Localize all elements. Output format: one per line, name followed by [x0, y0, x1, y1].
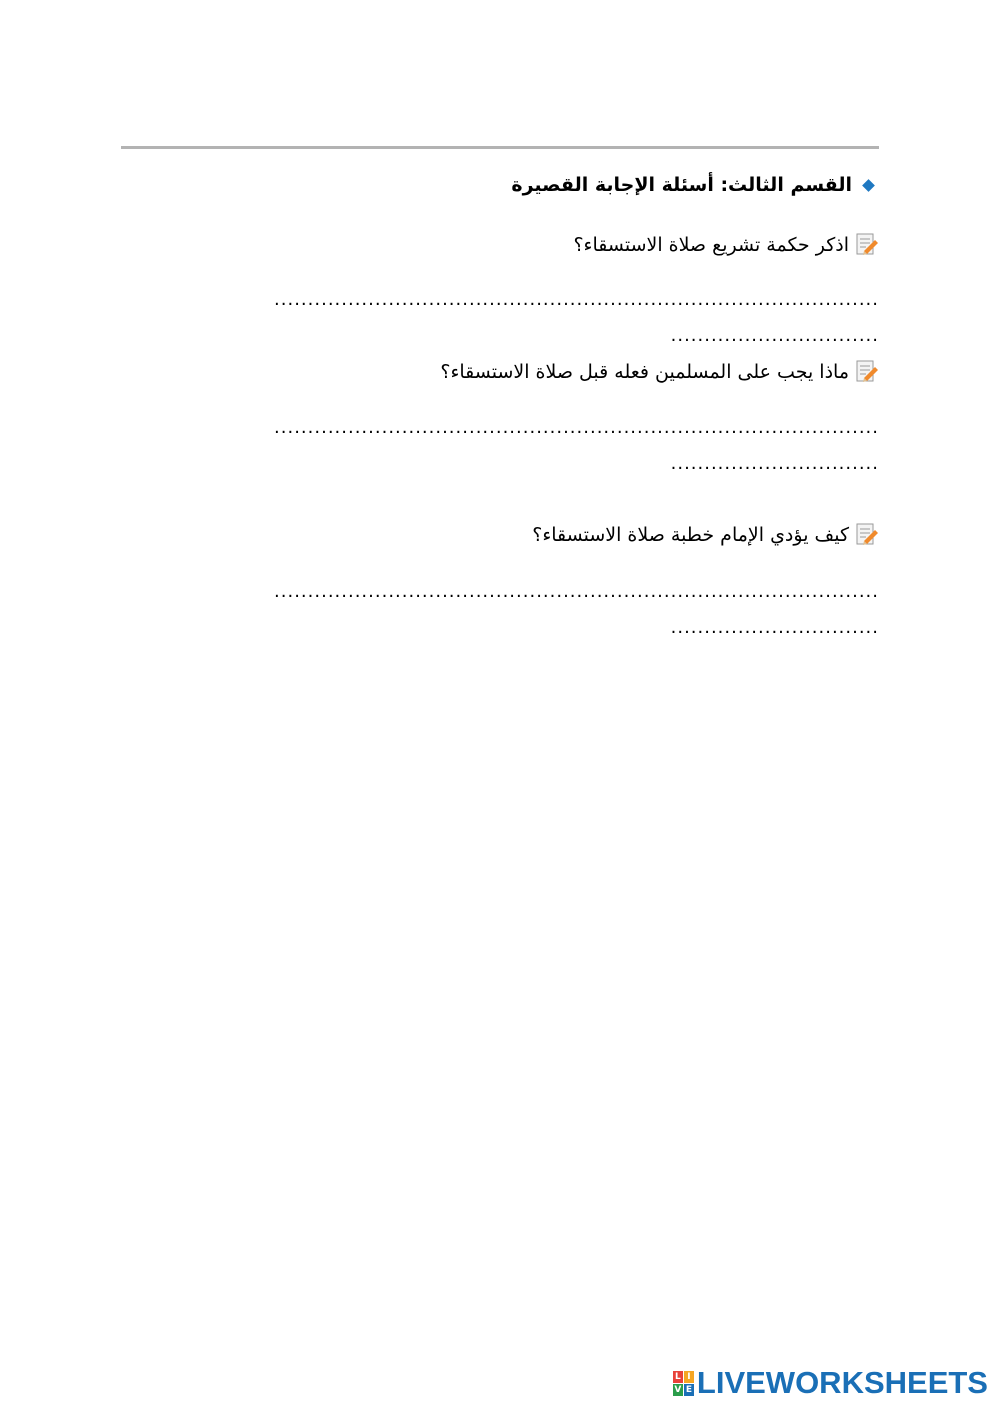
question-2	[440, 359, 879, 385]
question-3	[532, 522, 879, 548]
question-3-text: كيف يؤدي الإمام خطبة صلاة الاستسقاء؟	[532, 524, 849, 546]
diamond-bullet-icon	[862, 179, 875, 192]
badge-letter-i: I	[684, 1371, 694, 1383]
badge-letter-l: L	[673, 1371, 683, 1383]
answer-line-1b[interactable]: ...............................	[670, 326, 879, 346]
brand-name: LIVEWORKSHEETS	[696, 1365, 988, 1400]
question-1-text: اذكر حكمة تشريع صلاة الاستسقاء؟	[573, 234, 849, 256]
answer-line-3b[interactable]: ...............................	[670, 618, 879, 638]
question-2-text: ماذا يجب على المسلمين فعله قبل صلاة الاستسقاء؟	[440, 361, 849, 383]
note-pencil-icon	[855, 359, 879, 385]
section-heading	[511, 174, 879, 196]
note-pencil-icon	[855, 232, 879, 258]
answer-line-1a[interactable]: ..........................................................................................	[274, 290, 879, 310]
badge-letter-e: E	[685, 1384, 692, 1395]
answer-line-3a[interactable]: ..........................................................................................	[274, 582, 879, 602]
badge-letter-v: V	[674, 1384, 682, 1395]
liveworksheets-logo[interactable]	[673, 1366, 988, 1400]
live-badge-icon	[673, 1371, 694, 1396]
note-pencil-icon	[855, 522, 879, 548]
section-heading-text: القسم الثالث: أسئلة الإجابة القصيرة	[511, 174, 852, 196]
question-1	[573, 232, 879, 258]
answer-line-2a[interactable]: ..........................................................................................	[274, 418, 879, 438]
answer-line-2b[interactable]: ...............................	[670, 454, 879, 474]
top-divider	[121, 146, 879, 149]
